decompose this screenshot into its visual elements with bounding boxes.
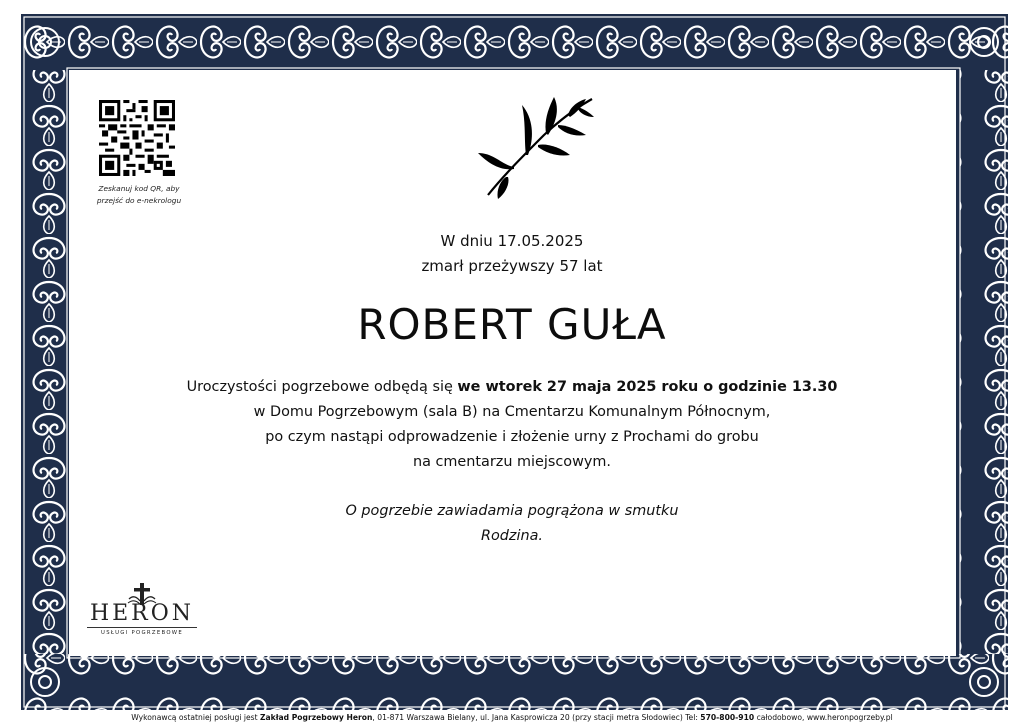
deceased-name: ROBERT GUŁA — [357, 300, 667, 349]
logo-rule — [87, 627, 197, 628]
logo-tagline: USŁUGI POGRZEBOWE — [101, 630, 183, 636]
footer-phone[interactable]: 570-800-910 — [700, 713, 755, 722]
qr-caption — [84, 183, 194, 207]
ceremony-line4: na cmentarzu miejscowym. — [412, 454, 611, 470]
logo-brand: HERON — [89, 601, 195, 626]
ceremony-line3: po czym nastąpi odprowadzenie i złożenie urny z Prochami do grobu — [265, 429, 759, 445]
ceremony-datetime: we wtorek 27 maja 2025 roku o godzinie 13.30 — [457, 379, 838, 395]
qr-caption-line2: przejść do e-nekrologu — [96, 196, 182, 205]
olive-branch-icon — [474, 95, 596, 199]
qr-code[interactable] — [99, 100, 175, 176]
ceremony-line1 — [120, 375, 904, 400]
ceremony-line1-prefix: Uroczystości pogrzebowe odbędą się — [186, 379, 458, 395]
family-notice — [0, 499, 1024, 549]
heron-logo — [84, 583, 200, 643]
family-notice-line2: Rodzina. — [480, 528, 543, 544]
footer-prefix: Wykonawcą ostatniej posługi jest — [131, 713, 261, 722]
age-at-death: zmarł przeżywszy 57 lat — [421, 257, 603, 275]
family-notice-line1: O pogrzebie zawiadamia pogrążona w smutku — [345, 503, 679, 519]
death-date: W dniu 17.05.2025 — [440, 232, 584, 250]
qr-caption-line1: Zeskanuj kod QR, aby — [98, 184, 180, 193]
footer-suffix[interactable]: całodobowo, www.heronpogrzeby.pl — [754, 713, 893, 722]
ceremony-line2: w Domu Pogrzebowym (sala B) na Cmentarzu Komunalnym Północnym, — [253, 404, 771, 420]
footer-company: Zakład Pogrzebowy Heron — [260, 713, 373, 722]
ceremony-details — [120, 375, 904, 475]
footer-credit — [0, 713, 1024, 722]
footer-address: , 01-871 Warszawa Bielany, ul. Jana Kasprowicza 20 (przy stacji metra Słodowiec) Tel: — [372, 713, 701, 722]
